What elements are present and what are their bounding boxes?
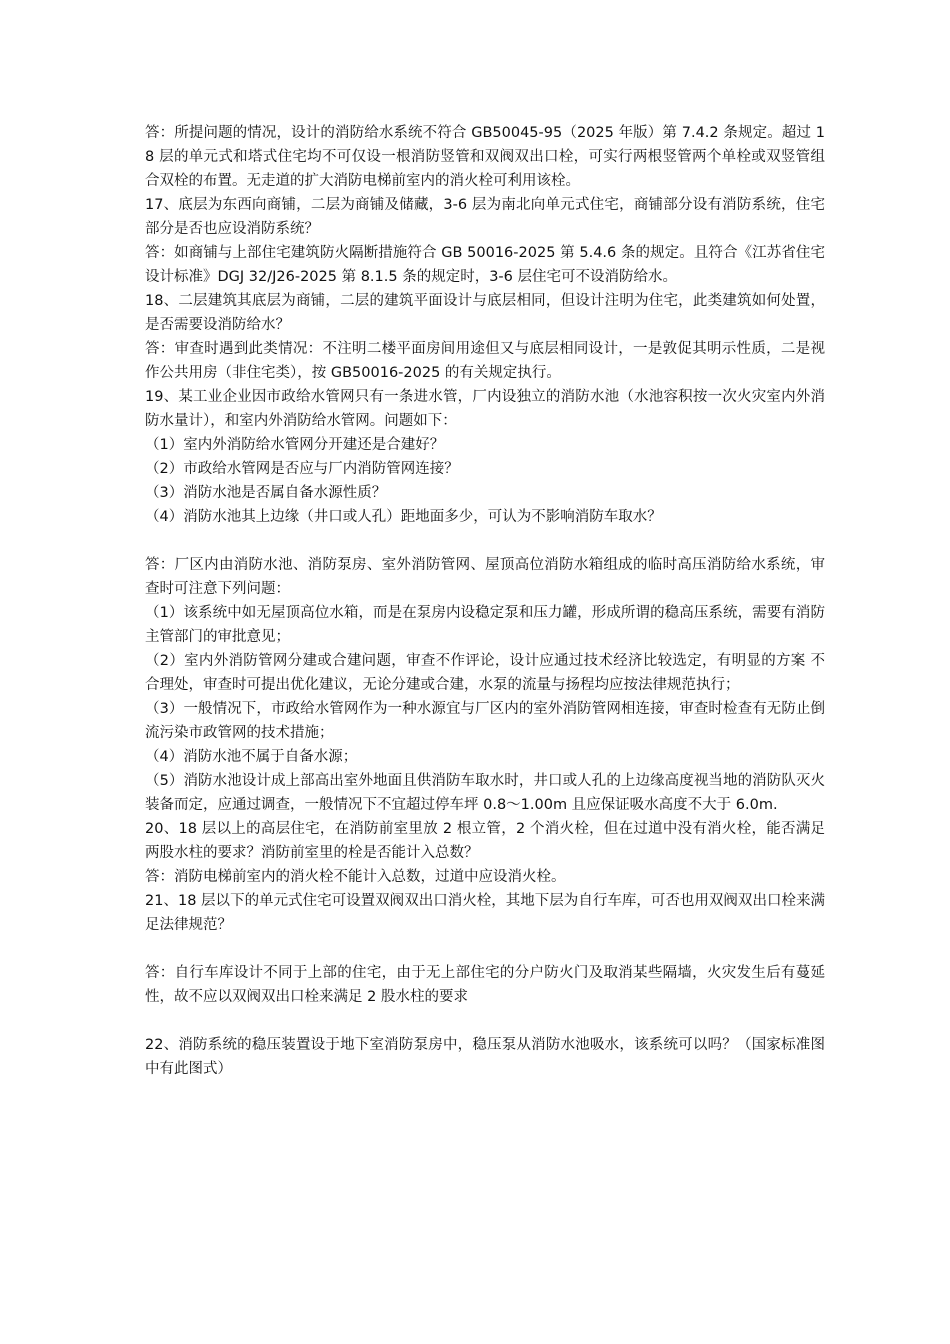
question-17: 17、底层为东西向商铺，二层为商铺及储藏，3-6 层为南北向单元式住宅，商铺部分设有消防系统，住宅部分是否也应设消防系统？ [145, 197, 825, 237]
answer-19-item-5: （5）消防水池设计成上部高出室外地面且供消防车取水时，井口或人孔的上边缘高度视当地的消防队灭火装备而定，应通过调查，一般情况下不宜超过停车坪 0.8～1.00m 且应保证吸水高度不大于 6.0m. [145, 773, 825, 813]
question-20: 20、18 层以上的高层住宅，在消防前室里放 2 根立管，2 个消火栓，但在过道中没有消火栓，能否满足两股水柱的要求？消防前室里的栓是否能计入总数？ [145, 821, 825, 861]
answer-17: 答：如商铺与上部住宅建筑防火隔断措施符合 GB 50016-2025 第 5.4.6 条的规定。且符合《江苏省住宅设计标准》DGJ 32/J26-2025 第 8.1.5 条的规定时，3-6 层住宅可不设消防给水。 [145, 245, 825, 285]
answer-19-item-1: （1）该系统中如无屋顶高位水箱，而是在泵房内设稳定泵和压力罐，形成所谓的稳高压系统，需要有消防主管部门的审批意见； [145, 605, 825, 645]
blank-line [145, 1009, 825, 1033]
question-21: 21、18 层以下的单元式住宅可设置双阀双出口消火栓，其地下层为自行车库，可否也用双阀双出口栓来满足法律规范？ [145, 893, 825, 933]
blank-line [145, 529, 825, 553]
answer-19: 答：厂区内由消防水池、消防泵房、室外消防管网、屋顶高位消防水箱组成的临时高压消防给水系统，审查时可注意下列问题： [145, 557, 825, 597]
answer-19-item-3: （3）一般情况下，市政给水管网作为一种水源宜与厂区内的室外消防管网相连接，审查时检查有无防止倒流污染市政管网的技术措施； [145, 701, 825, 741]
question-19-item-3: （3）消防水池是否属自备水源性质？ [145, 485, 387, 501]
document-body [145, 121, 825, 1081]
question-22: 22、消防系统的稳压装置设于地下室消防泵房中，稳压泵从消防水池吸水，该系统可以吗？（国家标准图中有此图式） [145, 1037, 825, 1077]
answer-19-item-2: （2）室内外消防管网分建或合建问题，审查不作评论，设计应通过技术经济比较选定，有明显的方案 不合理处，审查时可提出优化建议，无论分建或合建，水泵的流量与扬程均应按法律规范执行； [145, 653, 825, 693]
question-19-item-2: （2）市政给水管网是否应与厂内消防管网连接？ [145, 461, 459, 477]
question-18: 18、二层建筑其底层为商铺，二层的建筑平面设计与底层相同，但设计注明为住宅，此类建筑如何处置，是否需要设消防给水？ [145, 293, 825, 333]
blank-line [145, 937, 825, 961]
question-19-item-1: （1）室内外消防给水管网分开建还是合建好？ [145, 437, 445, 453]
question-19-item-4: （4）消防水池其上边缘（井口或人孔）距地面多少，可认为不影响消防车取水？ [145, 509, 662, 525]
answer-20: 答：消防电梯前室内的消火栓不能计入总数，过道中应设消火栓。 [145, 869, 566, 885]
answer-19-item-4: （4）消防水池不属于自备水源； [145, 749, 358, 765]
answer-paragraph: 答：所提问题的情况，设计的消防给水系统不符合 GB50045-95（2025 年版）第 7.4.2 条规定。超过 18 层的单元式和塔式住宅均不可仅设一根消防竖管和双阀双出口栓，可实行两根竖管两个单栓或双竖管组合双栓的布置。无走道的扩大消防电梯前室内的消火栓可利用该栓。 [145, 125, 825, 189]
answer-21: 答：自行车库设计不同于上部的住宅，由于无上部住宅的分户防火门及取消某些隔墙，火灾发生后有蔓延性，故不应以双阀双出口栓来满足 2 股水柱的要求 [145, 965, 825, 1005]
answer-18: 答：审查时遇到此类情况：不注明二楼平面房间用途但又与底层相同设计，一是敦促其明示性质，二是视作公共用房（非住宅类），按 GB50016-2025 的有关规定执行。 [145, 341, 825, 381]
question-19: 19、某工业企业因市政给水管网只有一条进水管，厂内设独立的消防水池（水池容积按一次火灾室内外消防水量计），和室内外消防给水管网。问题如下： [145, 389, 825, 429]
